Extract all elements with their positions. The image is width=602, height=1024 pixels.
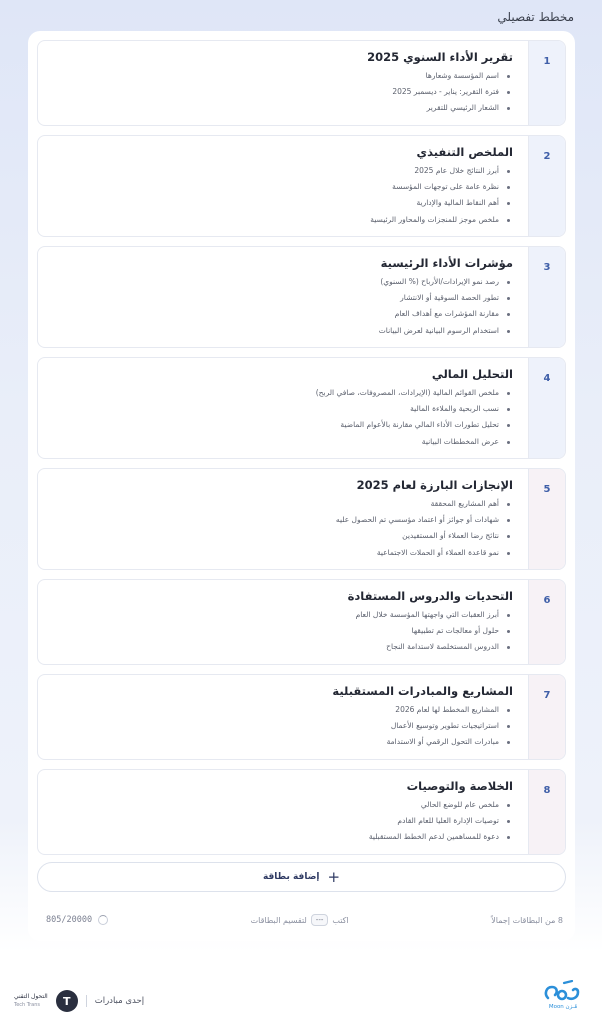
- card-bullet[interactable]: ملخص عام للوضع الحالي: [50, 797, 513, 813]
- card-title[interactable]: الخلاصة والتوصيات: [406, 779, 513, 793]
- outline-card[interactable]: [37, 135, 566, 237]
- card-bullet[interactable]: تحليل تطورات الأداء المالي مقارنة بالأعوام الماضية: [50, 417, 513, 433]
- card-bullet[interactable]: نظرة عامة على توجهات المؤسسة: [50, 179, 513, 195]
- progress-ring-icon: [98, 915, 108, 925]
- outline-card[interactable]: [37, 769, 566, 855]
- card-number: 1: [528, 41, 565, 125]
- card-title[interactable]: التحليل المالي: [431, 367, 513, 381]
- initiative-text: إحدى مبادرات: [94, 996, 145, 1006]
- split-hint-prefix: اكتب: [332, 915, 349, 925]
- card-bullet[interactable]: أبرز العقبات التي واجهتها المؤسسة خلال العام: [50, 607, 513, 623]
- card-title[interactable]: التحديات والدروس المستفادة: [347, 589, 513, 603]
- moon-logo[interactable]: [542, 980, 584, 1010]
- card-number: 5: [528, 469, 565, 569]
- moon-caption: [549, 1004, 577, 1010]
- char-counter-text: 805/20000: [46, 915, 93, 925]
- plus-icon: +: [327, 867, 341, 886]
- card-bullet[interactable]: مبادرات التحول الرقمي أو الاستدامة: [50, 734, 513, 750]
- split-hint-suffix: لتقسيم البطاقات: [250, 915, 307, 925]
- moon-label: Moon: [548, 1004, 564, 1010]
- card-bullet[interactable]: رصد نمو الإيرادات/الأرباح (% السنوي): [50, 274, 513, 290]
- card-title[interactable]: مؤشرات الأداء الرئيسية: [380, 256, 513, 270]
- card-number: 4: [528, 358, 565, 458]
- card-bullet[interactable]: نمو قاعدة العملاء أو الحملات الاجتماعية: [50, 545, 513, 561]
- total-cards-text: 8 من البطاقات إجمالاً: [491, 915, 563, 925]
- card-bullet[interactable]: ملخص القوائم المالية (الإيرادات، المصروفات، صافي الربح): [50, 385, 513, 401]
- card-bullet[interactable]: شهادات أو جوائز أو اعتماد مؤسسي تم الحصول عليه: [50, 512, 513, 528]
- card-bullet[interactable]: تطور الحصة السوقية أو الانتشار: [50, 290, 513, 306]
- tech-trans-text: [14, 993, 48, 1009]
- card-bullet[interactable]: أهم المشاريع المحققة: [50, 496, 513, 512]
- card-bullet[interactable]: نسب الربحية والملاءة المالية: [50, 401, 513, 417]
- outline-card[interactable]: [37, 40, 566, 126]
- card-bullet[interactable]: مقارنة المؤشرات مع أهداف العام: [50, 306, 513, 322]
- outline-card[interactable]: [37, 468, 566, 570]
- card-bullet[interactable]: الشعار الرئيسي للتقرير: [50, 100, 513, 116]
- tech-trans-title: التحول التقني: [14, 993, 48, 1000]
- outline-card[interactable]: [37, 357, 566, 459]
- add-card-label: إضافة بطاقة: [262, 872, 320, 882]
- card-bullet[interactable]: ملخص موجز للمنجزات والمحاور الرئيسية: [50, 212, 513, 228]
- outline-footer: [46, 912, 563, 928]
- card-bullet[interactable]: فترة التقرير: يناير - ديسمبر 2025: [50, 84, 513, 100]
- card-bullet[interactable]: المشاريع المخطط لها لعام 2026: [50, 702, 513, 718]
- moon-arabic-label: مُـزن: [565, 1004, 578, 1010]
- split-hint: [251, 914, 349, 926]
- card-bullet[interactable]: عرض المخططات البيانية: [50, 434, 513, 450]
- outline-panel: [28, 31, 575, 941]
- add-card-button[interactable]: [37, 862, 566, 892]
- char-counter: [46, 915, 108, 925]
- card-number: 2: [528, 136, 565, 236]
- card-title[interactable]: تقرير الأداء السنوي 2025: [367, 50, 513, 64]
- split-key: ---: [311, 914, 329, 926]
- card-title[interactable]: الملخص التنفيذي: [416, 145, 513, 159]
- moon-logo-icon: [542, 980, 584, 1006]
- tech-trans-branding: [14, 990, 144, 1012]
- card-title[interactable]: المشاريع والمبادرات المستقبلية: [332, 684, 513, 698]
- card-number: 6: [528, 580, 565, 664]
- bottom-bar: [0, 978, 602, 1024]
- card-bullet[interactable]: نتائج رضا العملاء أو المستفيدين: [50, 528, 513, 544]
- card-bullet[interactable]: توصيات الإدارة العليا للعام القادم: [50, 813, 513, 829]
- tech-trans-logo-icon[interactable]: T: [56, 990, 78, 1012]
- card-bullet[interactable]: اسم المؤسسة وشعارها: [50, 68, 513, 84]
- card-bullet[interactable]: الدروس المستخلصة لاستدامة النجاح: [50, 639, 513, 655]
- card-number: 8: [528, 770, 565, 854]
- card-bullet[interactable]: دعوة للمساهمين لدعم الخطط المستقبلية: [50, 829, 513, 845]
- card-title[interactable]: الإنجازات البارزة لعام 2025: [356, 478, 513, 492]
- outline-card[interactable]: [37, 579, 566, 665]
- tech-trans-sub: Tech Trans: [14, 1002, 41, 1008]
- card-number: 3: [528, 247, 565, 347]
- card-bullet[interactable]: أبرز النتائج خلال عام 2025: [50, 163, 513, 179]
- card-bullet[interactable]: أهم النقاط المالية والإدارية: [50, 195, 513, 211]
- card-bullet[interactable]: استراتيجيات تطوير وتوسيع الأعمال: [50, 718, 513, 734]
- card-bullet[interactable]: استخدام الرسوم البيانية لعرض البيانات: [50, 323, 513, 339]
- page-title: مخطط تفصيلي: [497, 10, 574, 24]
- outline-card[interactable]: [37, 246, 566, 348]
- card-number: 7: [528, 675, 565, 759]
- divider: [86, 995, 87, 1007]
- card-bullet[interactable]: حلول أو معالجات تم تطبيقها: [50, 623, 513, 639]
- outline-card[interactable]: [37, 674, 566, 760]
